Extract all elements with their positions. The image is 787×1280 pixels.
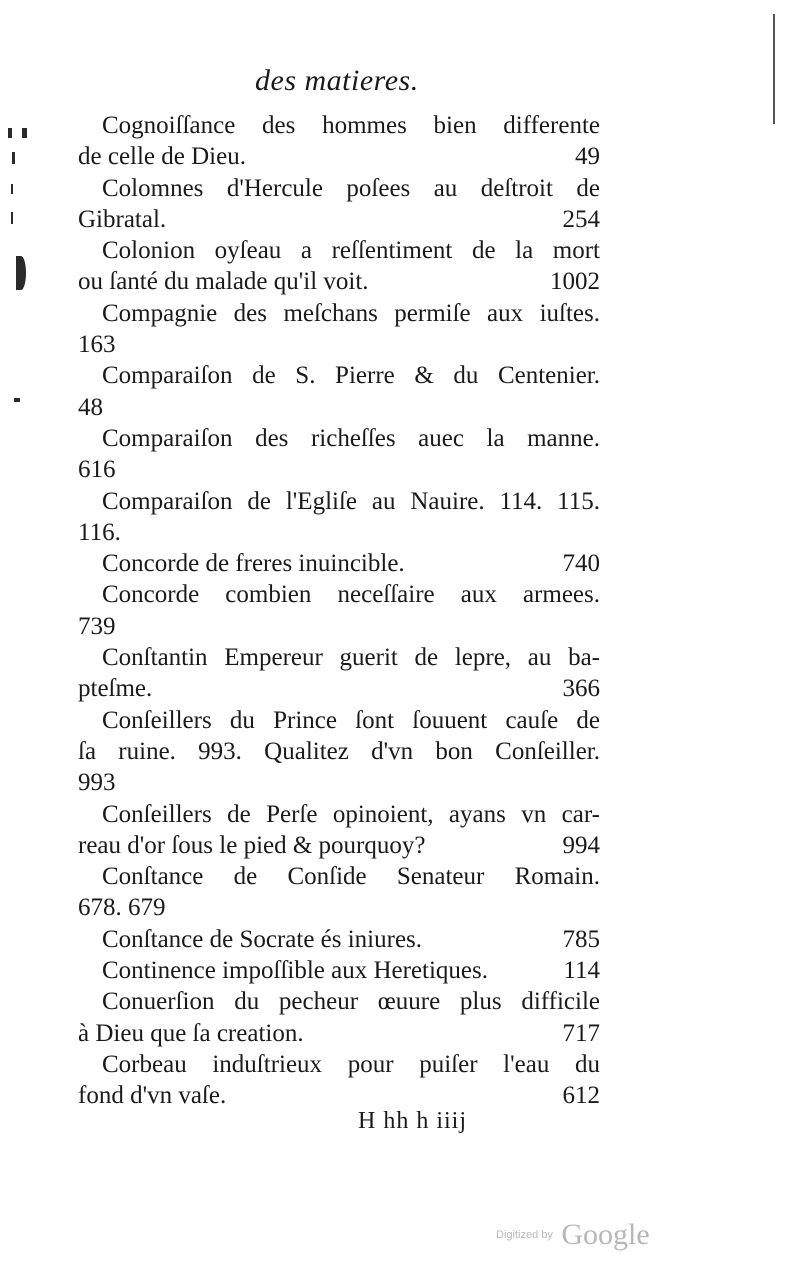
entry-continuation-line (78, 830, 600, 861)
entry-heading-line (78, 173, 600, 204)
entry-text: Conuerſion du pecheur œuure plus difficile (102, 988, 600, 1016)
entry-heading-line (78, 110, 600, 141)
margin-mark (12, 152, 15, 164)
entry-continuation-line (78, 1018, 600, 1049)
entry-continuation-line (78, 673, 600, 704)
index-entry (78, 235, 600, 298)
entry-text: Colomnes d'Hercule poſees au deſtroit de (102, 174, 600, 202)
entry-heading-line (78, 486, 600, 517)
entry-text: 739 (78, 612, 116, 640)
entry-text: Conſtance de Socrate és iniures. (102, 925, 423, 953)
entry-text: fond d'vn vaſe. (78, 1082, 227, 1110)
index-entry (78, 642, 600, 705)
entry-text: Conſeillers de Perſe opinoient, ayans vn car- (102, 800, 600, 828)
entry-text: reau d'or ſous le pied & pourquoy? (78, 831, 426, 859)
entry-heading-line (78, 642, 600, 673)
entry-heading-line (78, 924, 600, 955)
index-entry (78, 861, 600, 924)
entry-page-number: 254 (562, 205, 600, 233)
entry-text: ou ſanté du malade qu'il voit. (78, 268, 369, 296)
entry-text: Continence impoſſible aux Heretiques. (102, 957, 489, 985)
entry-continuation-line (78, 141, 600, 172)
index-entry (78, 924, 600, 955)
watermark-brand: Google (561, 1218, 650, 1251)
entry-continuation-line (78, 266, 600, 297)
entry-page-number: 49 (575, 143, 600, 171)
entry-heading-line (78, 705, 600, 736)
entry-text: Gibratal. (78, 205, 167, 233)
index-entry (78, 986, 600, 1049)
entry-page-number: 717 (562, 1019, 600, 1047)
entry-heading-line (78, 986, 600, 1017)
entry-text: Conſtance de Conſide Senateur Romain. (102, 863, 600, 891)
entry-continuation-line (78, 329, 600, 360)
entry-continuation-line (78, 767, 600, 798)
entry-page-number: 740 (562, 550, 600, 578)
index-entry (78, 423, 600, 486)
index-entry (78, 548, 600, 579)
margin-mark (11, 212, 13, 224)
entry-continuation-line (78, 517, 600, 548)
entry-heading-line (78, 1049, 600, 1080)
signature-mark: H hh h iiij (358, 1108, 468, 1134)
entry-heading-line (78, 955, 600, 986)
index-entry (78, 110, 600, 173)
entry-text: Colonion oyſeau a reſſentiment de la mort (102, 237, 600, 265)
entry-heading-line (78, 548, 600, 579)
index-entry (78, 173, 600, 236)
index-entry (78, 360, 600, 423)
entry-text: Concorde combien neceſſaire aux armees. (102, 581, 600, 609)
index-entry (78, 1049, 600, 1112)
margin-mark (8, 128, 12, 138)
entry-text: Comparaiſon des richeſſes auec la manne. (102, 424, 600, 452)
entry-page-number: 114 (563, 957, 600, 985)
entry-continuation-line (78, 892, 600, 923)
entry-page-number: 994 (562, 831, 600, 859)
entry-text: Corbeau induſtrieux pour puiſer l'eau du (102, 1050, 600, 1078)
margin-mark (22, 128, 27, 138)
entry-text: Conſeillers du Prince ſont ſouuent cauſe de (102, 706, 600, 734)
entry-continuation-line (78, 392, 600, 423)
entry-page-number: 1002 (550, 268, 600, 296)
digitized-watermark (496, 1218, 650, 1252)
entry-heading-line (78, 360, 600, 391)
page-edge-rule (773, 14, 775, 124)
entry-page-number: 785 (562, 925, 600, 953)
entry-heading-line (78, 861, 600, 892)
index-entries (78, 110, 600, 1112)
entry-continuation-line (78, 736, 600, 767)
index-entry (78, 955, 600, 986)
index-entry (78, 579, 600, 642)
entry-heading-line (78, 799, 600, 830)
entry-continuation-line (78, 454, 600, 485)
entry-heading-line (78, 235, 600, 266)
entry-text: à Dieu que ſa creation. (78, 1019, 304, 1047)
entry-text: pteſme. (78, 675, 153, 703)
margin-mark (11, 184, 13, 194)
margin-mark (16, 256, 26, 290)
index-entry (78, 486, 600, 549)
index-entry (78, 298, 600, 361)
entry-text: 616 (78, 456, 116, 484)
entry-text: 48 (78, 393, 103, 421)
entry-text: 116. (78, 518, 121, 546)
entry-text: de celle de Dieu. (78, 143, 246, 171)
entry-continuation-line (78, 204, 600, 235)
watermark-prefix: Digitized by (496, 1229, 553, 1241)
entry-text: Conſtantin Empereur guerit de lepre, au ba- (102, 644, 600, 672)
entry-text: 678. 679 (78, 894, 166, 922)
index-entry (78, 705, 600, 799)
entry-text: Comparaiſon de S. Pierre & du Centenier. (102, 362, 600, 390)
entry-continuation-line (78, 611, 600, 642)
entry-heading-line (78, 298, 600, 329)
entry-text: Cognoiſſance des hommes bien differente (102, 112, 600, 139)
entry-text: 993 (78, 769, 116, 797)
entry-text: Comparaiſon de l'Egliſe au Nauire. 114. 115. (102, 487, 600, 515)
margin-mark (14, 398, 20, 402)
entry-text: Concorde de freres inuincible. (102, 550, 405, 578)
entry-page-number: 612 (562, 1082, 600, 1110)
entry-heading-line (78, 579, 600, 610)
entry-text: Compagnie des meſchans permiſe aux iuſtes. (102, 299, 600, 327)
entry-heading-line (78, 423, 600, 454)
entry-text: 163 (78, 331, 116, 359)
entry-continuation-line (78, 1080, 600, 1111)
entry-page-number: 366 (562, 675, 600, 703)
running-head: des matieres. (255, 64, 419, 97)
entry-text: ſa ruine. 993. Qualitez d'vn bon Conſeiller. (78, 737, 600, 765)
index-entry (78, 799, 600, 862)
